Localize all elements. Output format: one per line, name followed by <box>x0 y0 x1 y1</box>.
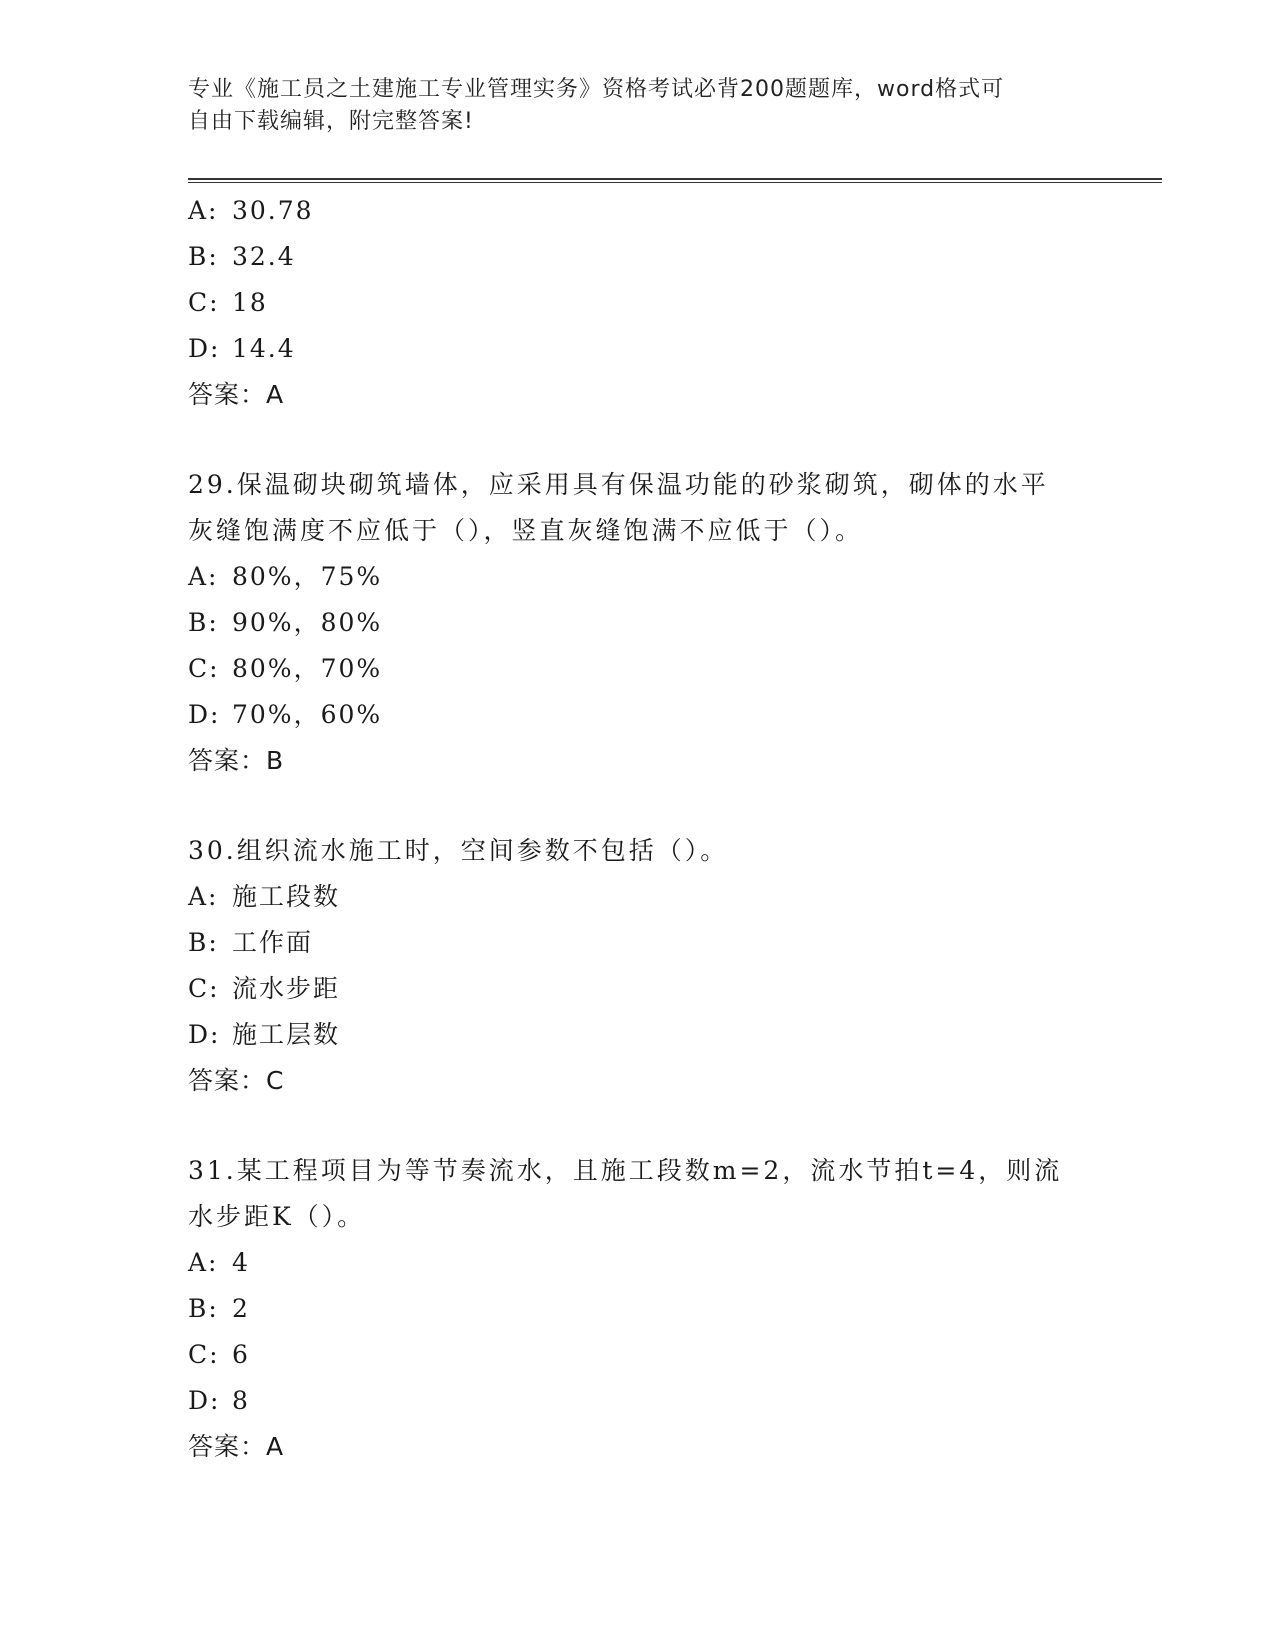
answer-line: 答案：A <box>188 380 285 409</box>
option-a: A: 施工段数 <box>188 882 341 911</box>
option-b: B: 2 <box>188 1294 250 1323</box>
question-block-30 <box>188 828 1088 1104</box>
question-text-line-2: 水步距K（）。 <box>188 1202 366 1231</box>
page-header <box>188 74 1068 138</box>
question-text-line-1: 30.组织流水施工时，空间参数不包括（）。 <box>188 836 729 865</box>
question-content <box>188 188 1088 1470</box>
option-d: D: 14.4 <box>188 334 296 363</box>
option-c: C: 18 <box>188 288 268 317</box>
option-b: B: 90%，80% <box>188 608 383 637</box>
answer-line: 答案：B <box>188 746 285 775</box>
option-a: A: 80%，75% <box>188 562 383 591</box>
question-block-29 <box>188 462 1088 784</box>
question-text-line-1: 31.某工程项目为等节奏流水，且施工段数m=2，流水节拍t=4，则流 <box>188 1156 1063 1185</box>
option-d: D: 施工层数 <box>188 1020 341 1049</box>
spacer <box>188 784 1088 828</box>
header-divider <box>188 178 1162 183</box>
option-c: C: 6 <box>188 1340 250 1369</box>
header-title-line-2: 自由下载编辑，附完整答案! <box>188 109 474 134</box>
header-title-line-1: 专业《施工员之土建施工专业管理实务》资格考试必背200题题库，word格式可 <box>188 77 1005 102</box>
spacer <box>188 1104 1088 1148</box>
option-a: A: 4 <box>188 1248 250 1277</box>
option-b: B: 32.4 <box>188 242 296 271</box>
question-block-31 <box>188 1148 1088 1470</box>
option-a: A: 30.78 <box>188 196 314 225</box>
question-text-line-1: 29.保温砌块砌筑墙体，应采用具有保温功能的砂浆砌筑，砌体的水平 <box>188 470 1049 499</box>
option-d: D: 70%，60% <box>188 700 383 729</box>
option-d: D: 8 <box>188 1386 250 1415</box>
question-text-line-2: 灰缝饱满度不应低于（），竖直灰缝饱满不应低于（）。 <box>188 516 864 545</box>
option-c: C: 80%，70% <box>188 654 383 683</box>
spacer <box>188 418 1088 462</box>
option-b: B: 工作面 <box>188 928 314 957</box>
option-c: C: 流水步距 <box>188 974 341 1003</box>
answer-line: 答案：A <box>188 1432 285 1461</box>
question-block-28 <box>188 188 1088 418</box>
answer-line: 答案：C <box>188 1066 285 1095</box>
